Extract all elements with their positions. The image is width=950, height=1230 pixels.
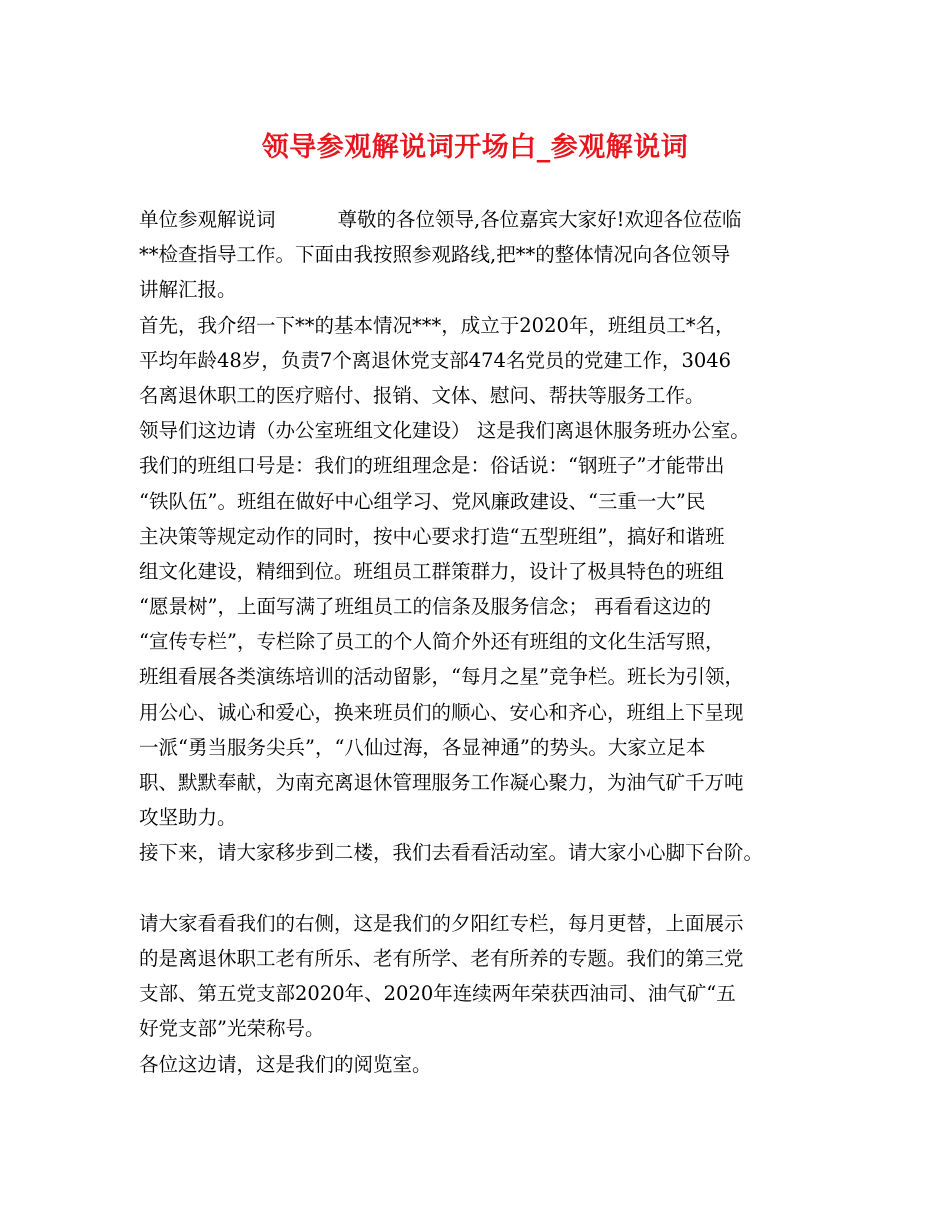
body-line: “愿景树”，上面写满了班组员工的信条及服务信念； 再看看这边的 xyxy=(139,595,712,619)
body-line: 好党支部”光荣称号。 xyxy=(139,1017,325,1041)
body-line: 组文化建设，精细到位。班组员工群策群力，设计了极具特色的班组 xyxy=(139,559,725,583)
body-line: 攻坚助力。 xyxy=(139,806,237,830)
body-line: 领导们这边请（办公室班组文化建设） 这是我们离退休服务班办公室。 xyxy=(139,419,750,443)
paragraph-gap xyxy=(139,871,829,906)
document-title: 领导参观解说词开场白_参观解说词 xyxy=(261,132,689,163)
body-line: 讲解汇报。 xyxy=(139,278,237,302)
body-line: “铁队伍”。班组在做好中心组学习、党风廉政建设、“三重一大”民 xyxy=(139,489,706,513)
body-line: 用公心、诚心和爱心，换来班员们的顺心、安心和齐心，班组上下呈现 xyxy=(139,700,744,724)
body-line: 平均年龄48岁，负责7个离退休党支部474名党员的党建工作，3046 xyxy=(139,348,732,372)
body-line: 一派“勇当服务尖兵”，“八仙过海，各显神通”的势头。大家立足本 xyxy=(139,735,706,759)
body-line: 职、默默奉献，为南充离退休管理服务工作凝心聚力，为油气矿千万吨 xyxy=(139,771,744,794)
body-line: 各位这边请，这是我们的阅览室。 xyxy=(139,1052,432,1076)
body-line: 首先，我介绍一下**的基本情况***，成立于2020年，班组员工*名， xyxy=(139,313,735,337)
body-line: 请大家看看我们的右侧，这是我们的夕阳红专栏，每月更替，上面展示 xyxy=(139,911,744,935)
body-line: **检查指导工作。下面由我按照参观路线,把**的整体情况向各位领导 xyxy=(139,243,731,267)
body-line: “宣传专栏”，专栏除了员工的个人简介外还有班组的文化生活写照， xyxy=(139,630,725,654)
body-line: 班组看展各类演练培训的活动留影，“每月之星”竞争栏。班长为引领， xyxy=(139,665,744,689)
body-line: 名离退休职工的医疗赔付、报销、文体、慰问、帮扶等服务工作。 xyxy=(139,383,705,407)
body-line: 单位参观解说词 尊敬的各位领导,各位嘉宾大家好!欢迎各位莅临 xyxy=(139,208,742,231)
body-line: 的是离退休职工老有所乐、老有所学、老有所养的专题。我们的第三党 xyxy=(139,946,744,970)
body-line: 我们的班组口号是：我们的班组理念是：俗话说：“钢班子”才能带出 xyxy=(139,454,725,478)
body-line: 主决策等规定动作的同时，按中心要求打造“五型班组”，搞好和谐班 xyxy=(139,524,725,548)
document-body xyxy=(139,202,829,1082)
body-line: 接下来，请大家移步到二楼，我们去看看活动室。请大家小心脚下台阶。 xyxy=(139,841,764,865)
body-line: 支部、第五党支部2020年、2020年连续两年荣获西油司、油气矿“五 xyxy=(139,982,736,1006)
